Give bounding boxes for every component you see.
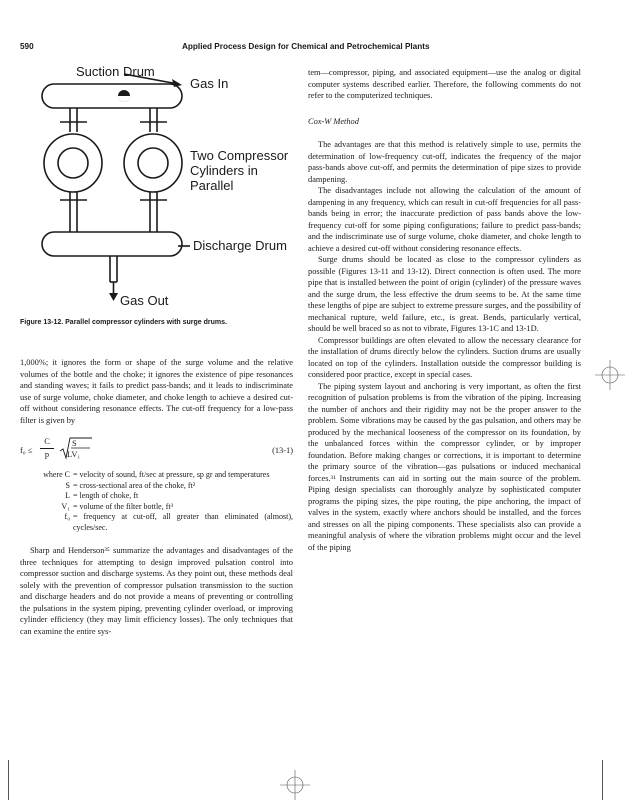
paragraph: Compressor buildings are often elevated to allow the necessary clearance for the installation of drums directly below the cylinders. Suction drums are usually located on top of the cylinders. Installation outside the compressor building is considered poor practice, except in special cases. xyxy=(308,335,581,379)
definition-row: f₀ = frequency at cut-off, all greater than eliminated (almost), cycles/sec. xyxy=(64,512,293,532)
label-suction-drum: Suction Drum xyxy=(76,64,155,79)
definition-row: where C = velocity of sound, ft/sec at pressure, sp gr and temperatures xyxy=(43,470,270,479)
paragraph: The disadvantages include not allowing the calculation of the amount of dampening in any frequency, which can result in cut-off frequencies for all pass-bands being in error; the inaccurate prediction of pass bands above the low-frequency cut-off for some piping configurations; failure to predict pass-bands; and the indiscriminate use of surge volume, choke diameter, and choke length to achieve a desired cut-off without considering resonance effects. xyxy=(308,186,581,253)
gas-in-arrowhead xyxy=(172,79,182,87)
cylinder-left xyxy=(44,134,102,192)
equation-numerator: C xyxy=(40,436,54,449)
crop-mark-bottom xyxy=(280,770,310,800)
definition-row: S = cross-sectional area of the choke, ft² xyxy=(65,480,196,490)
discharge-drum-shape xyxy=(42,232,182,256)
running-title: Applied Process Design for Chemical and Petrochemical Plants xyxy=(182,42,430,51)
suction-drum-shape xyxy=(42,84,182,108)
paragraph: Surge drums should be located as close to the compressor cylinders as possible (Figures 13-11 and 13-12). Direct connection is often used. The more pipe that is installed between the point of origin (cylinder) of the pressure waves and the surge drum, the less effective the drum seems to be. At the same time these lengths of pipe are subject to extreme pressure surges, and the possibility of mechanical rupture, weld failure, etc., is great. Bends, particularly vertical, should be well braced so as not to vibrate, Figures 13-1C and 13-1D. xyxy=(308,255,581,333)
label-gas-in: Gas In xyxy=(190,76,229,91)
right-column xyxy=(308,67,581,553)
paragraph: tem—compressor, piping, and associated equipment—use the analog or digital computer systems described earlier. Therefore, the following comments do not refer to the computerized techniques. xyxy=(308,68,581,100)
definition-row: L = length of choke, ft xyxy=(65,491,139,500)
crop-line-left xyxy=(8,760,9,800)
equation-lhs: f₀ ≤ xyxy=(20,446,33,455)
paragraph: Sharp and Henderson³⁵ summarize the advantages and disadvantages of the three techniques for attempting to design improved pulsation control into compressor suction and discharge systems. As they point out, these methods deal solely with the prevention of compressor pulsation transmission to the suction and discharge headers and do not provide a means of preventing or controlling the pulsations in the system piping, preventing cylinder overload, or improving cylinder efficiency (they may limit efficiency losses). The only techniques that can examine the entire sys- xyxy=(20,546,293,636)
label-discharge-drum: Discharge Drum xyxy=(193,238,287,253)
page-number: 590 xyxy=(20,42,34,51)
label-gas-out: Gas Out xyxy=(120,293,169,308)
equation-number: (13-1) xyxy=(272,446,293,455)
equation-13-1 xyxy=(20,436,293,464)
left-column xyxy=(20,357,293,637)
variable-definitions xyxy=(20,470,293,533)
paragraph: 1,000%; it ignores the form or shape of the surge volume and the relative volumes of the bottle and the choke; it ignores the existence of pipe resonances and standing waves; it fails to predict pass-bands; and it leads to indiscriminate use of surge volume, choke diameter, and choke length to achieve a desired cut-off without considering resonance effects. The cut-off frequency for a low-pass filter is given by xyxy=(20,358,293,425)
definition-row: V₁ = volume of the filter bottle, ft³ xyxy=(61,501,173,511)
equation-fraction xyxy=(40,436,54,460)
label-cylinders-1: Two Compressor xyxy=(190,148,289,163)
cylinder-right xyxy=(124,134,182,192)
sqrt-numerator: S xyxy=(72,439,77,448)
crop-mark-right xyxy=(595,360,625,390)
crop-line-right xyxy=(602,760,603,800)
label-cylinders-3: Parallel xyxy=(190,178,234,193)
section-heading: Cox-W Method xyxy=(308,116,359,126)
figure-caption: Figure 13-12. Parallel compressor cylinders with surge drums. xyxy=(20,319,227,326)
equation-denominator: p xyxy=(44,449,50,459)
paragraph: The piping system layout and anchoring is very important, as often the first recognition of pulsation problems is from the vibration of the piping. Increasing the number of anchors and their rigidity may not be the proper answer to the problem. Some vibrations may be caused by the gas pulsation, and others may be produced by the mechanical looseness of the compressor on its foundation, by the unbalanced forces within the compressor cylinder, or by improper foundation. Before making changes or corrections, it is important to determine the primary source of the vibration—gas pulsations or induced mechanical forces.³¹ Instruments can aid in sorting out the main source of the problem. Piping design specialists can thoroughly analyze by sophisticated computer programs the piping sizes, the pipe routing, the pipe anchoring, the impact of valves in the system, exactly where anchors should be installed, and the forces and stresses on all the piping components. These specialists also can provide a meaningful analysis of where the vibration problems might occur and the level of the piping xyxy=(308,381,581,552)
compressor-diagram xyxy=(20,60,300,310)
label-cylinders-2: Cylinders in xyxy=(190,163,258,178)
paragraph: The advantages are that this method is relatively simple to use, permits the determination of low-frequency cut-off, indicates the frequency of the major pass-bands above cut-off, and permits the determination of pipe sizes to provide dampening. xyxy=(308,140,581,184)
sqrt-denominator: LV₁ xyxy=(67,450,81,459)
gas-out-arrowhead xyxy=(109,293,118,301)
